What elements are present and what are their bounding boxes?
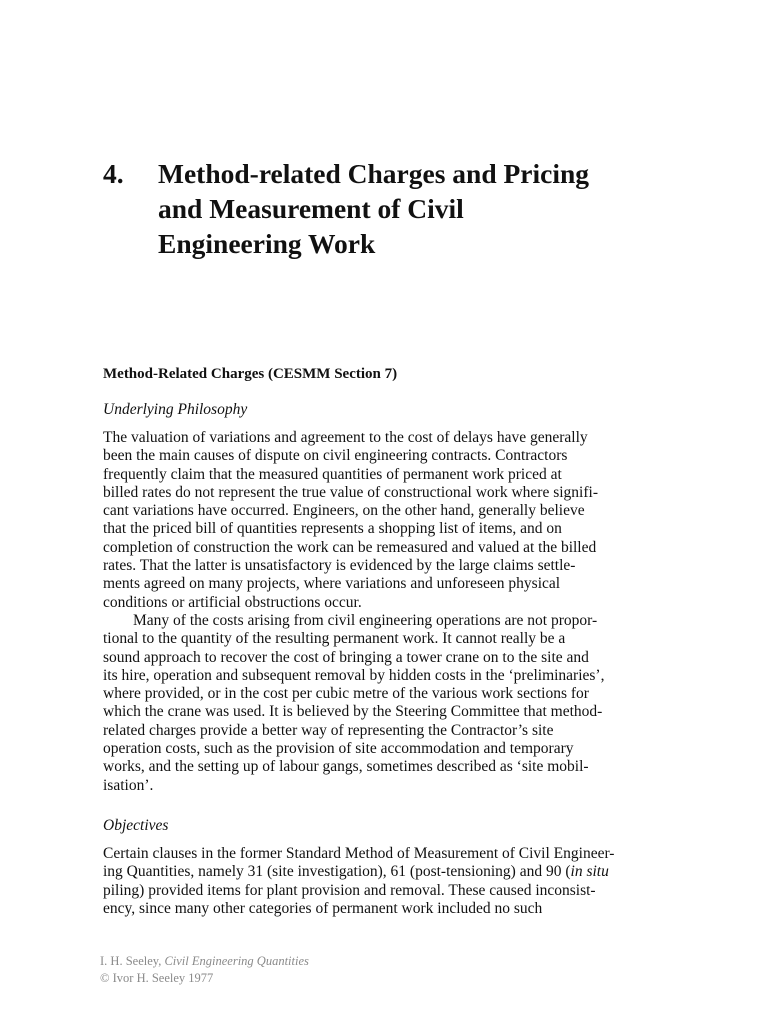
body-text-philosophy	[103, 429, 668, 795]
chapter-title	[158, 156, 703, 261]
chapter-title-line: Method-related Charges and Pricing	[158, 158, 590, 189]
text-line: related charges provide a better way of representing the Contractor’s site	[103, 721, 554, 739]
text-line: Certain clauses in the former Standard Method of Measurement of Civil Engineer-	[103, 845, 615, 862]
text-line: Many of the costs arising from civil engineering operations are not propor-	[133, 611, 598, 629]
text-line: been the main causes of dispute on civil engineering contracts. Contractors	[103, 447, 568, 465]
subsection-heading-philosophy: Underlying Philosophy	[103, 401, 248, 418]
text-line: ments agreed on many projects, where variations and unforeseen physical	[103, 575, 561, 593]
footer-citation	[100, 953, 309, 987]
text-line: The valuation of variations and agreement to the cost of delays have generally	[103, 429, 588, 446]
text-line: where provided, or in the cost per cubic metre of the various work sections for	[103, 685, 589, 703]
text-line: cant variations have occurred. Engineers, on the other hand, generally believe	[103, 502, 585, 520]
text-line: frequently claim that the measured quantities of permanent work priced at	[103, 465, 562, 483]
text-line: piling) provided items for plant provision and removal. These caused inconsist-	[103, 881, 596, 899]
footer-copyright: © Ivor H. Seeley 1977	[100, 971, 214, 985]
footer-author: I. H. Seeley,	[100, 954, 165, 968]
text-line: which the crane was used. It is believed by the Steering Committee that method-	[103, 703, 603, 721]
chapter-number: 4.	[103, 158, 124, 189]
text-run-italic: in situ	[570, 863, 609, 881]
body-text-objectives	[103, 845, 668, 918]
text-run: ing Quantities, namely 31 (site investigation), 61 (post-tensioning) and 90 (	[103, 863, 571, 881]
text-line: rates. That the latter is unsatisfactory is evidenced by the large claims settle-	[103, 557, 576, 575]
text-line: tional to the quantity of the resulting permanent work. It cannot really be a	[103, 630, 566, 648]
footer-book-title: Civil Engineering Quantities	[164, 954, 309, 968]
text-line: sound approach to recover the cost of bringing a tower crane on to the site and	[103, 648, 589, 666]
text-line	[103, 863, 668, 881]
text-line: completion of construction the work can be remeasured and valued at the billed	[103, 538, 597, 556]
footer-source-line	[100, 953, 309, 970]
text-line: that the priced bill of quantities represents a shopping list of items, and on	[103, 520, 562, 538]
text-line: isation’.	[103, 776, 154, 794]
chapter-title-line: and Measurement of Civil	[158, 193, 464, 224]
chapter-title-line: Engineering Work	[158, 228, 376, 259]
section-heading: Method-Related Charges (CESMM Section 7)	[103, 366, 398, 382]
text-line: conditions or artificial obstructions occur.	[103, 593, 362, 611]
text-line: its hire, operation and subsequent removal by hidden costs in the ‘preliminaries’,	[103, 666, 605, 684]
text-line: operation costs, such as the provision of site accommodation and temporary	[103, 740, 574, 758]
text-line: works, and the setting up of labour gangs, sometimes described as ‘site mobil-	[103, 758, 589, 776]
subsection-heading-objectives: Objectives	[103, 817, 169, 834]
text-line: billed rates do not represent the true value of constructional work where signifi-	[103, 483, 598, 501]
text-line: ency, since many other categories of permanent work included no such	[103, 899, 543, 917]
